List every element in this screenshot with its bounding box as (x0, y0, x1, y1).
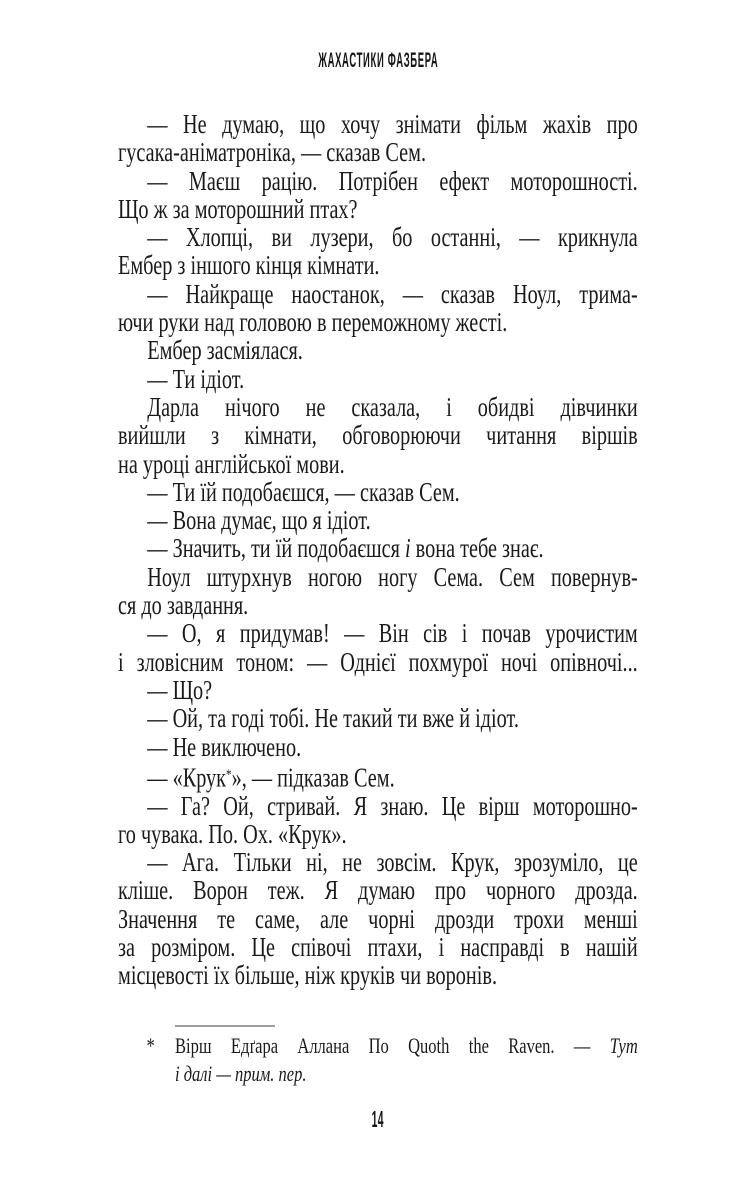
footnote-separator-rule (175, 1025, 275, 1027)
text-line: — Найкраще наостанок, — сказав Ноул, трима- (147, 278, 638, 309)
paragraph (118, 704, 638, 732)
italic-text: і далі — прим. пер. (175, 1061, 307, 1086)
text-line: за розміром. Це співочі птахи, і насправді в нашій (118, 932, 638, 963)
text-line: — О, я придумав! — Він сів і почав урочистим (147, 618, 638, 649)
paragraph (118, 506, 638, 534)
text-line: Що ж за моторошний птах? (118, 193, 358, 224)
text-line: Дарла нічого не сказала, і обидві дівчинки (147, 391, 638, 422)
text-line: на уроці англійської мови. (118, 448, 345, 479)
text-line: Ембер з іншого кінця кімнати. (118, 250, 380, 281)
text-line: — Га? Ой, стривай. Я знаю. Це вірш моторошно- (147, 790, 638, 821)
paragraph (118, 393, 638, 478)
running-header-text: ЖАХАСТИКИ ФАЗБЕРА (317, 49, 439, 72)
text-line: — Не виключено. (147, 731, 302, 762)
text-line: — «Крук*», — підказав Сем. (147, 762, 395, 793)
footnote (145, 1032, 638, 1088)
italic-text: і (404, 533, 411, 564)
paragraph (118, 280, 638, 337)
running-header (0, 49, 756, 73)
text-line: — Ти їй подобаєшся, — сказав Сем. (147, 476, 460, 507)
text-line: гусака-аніматроніка, — сказав Сем. (118, 137, 427, 168)
text-line: Значення те саме, але чорні дрозди трохи менші (118, 903, 638, 934)
text-line: — Не думаю, що хочу знімати фільм жахів про (147, 109, 638, 139)
text-line: Ембер засміялася. (147, 335, 303, 366)
text-line (145, 1060, 638, 1088)
paragraph (118, 619, 638, 676)
text-line: Вірш Едґара Аллана По Quoth the Raven. — Тут (175, 1033, 638, 1058)
paragraph (118, 336, 638, 364)
paragraph (118, 761, 638, 792)
paragraph (118, 167, 638, 224)
text-line: вийшли з кімнати, обговорюючи читання віршів (118, 420, 638, 451)
paragraph (118, 223, 638, 280)
paragraph (118, 563, 638, 620)
text-line: ючи руки над головою в переможному жесті. (118, 307, 508, 338)
text-line: Ноул штурхнув ногою ногу Сема. Сем повернув- (147, 561, 638, 592)
text-line: ся до завдання. (118, 590, 249, 621)
footnote-marker: * (146, 1033, 155, 1058)
text-line: — Хлопці, ви лузери, бо останні, — крикнула (147, 222, 638, 253)
text-line: — Маєш рацію. Потрібен ефект моторошності. (147, 165, 638, 196)
italic-text: Тут (609, 1033, 638, 1058)
text-line: — Вона думає, що я ідіот. (147, 505, 371, 536)
paragraph (118, 365, 638, 393)
paragraph (118, 733, 638, 761)
text-line: — Значить, ти їй подобаєшся і вона тебе знає. (147, 533, 544, 564)
text-line: го чувака. По. Ох. «Крук». (118, 818, 347, 849)
text-line: місцевості їх більше, ніж круків чи воронів. (118, 960, 498, 991)
paragraph (118, 534, 638, 562)
body-text (118, 110, 638, 990)
paragraph (118, 792, 638, 849)
text-line: — Ой, та годі тобі. Не такий ти вже й ідіот. (147, 703, 519, 734)
paragraph (118, 478, 638, 506)
text-line: — Ти ідіот. (147, 363, 245, 394)
text-line: — Ага. Тільки ні, не зовсім. Крук, зрозуміло, це (147, 847, 638, 878)
text-line: — Що? (147, 674, 213, 705)
text-line: кліше. Ворон теж. Я думаю про чорного дрозда. (118, 875, 638, 906)
footnote-reference-asterisk: * (226, 766, 232, 783)
page-number-text: 14 (371, 1106, 385, 1132)
text-line: і зловісним тоном: — Однієї похмурої ночі опівночі... (118, 646, 638, 677)
paragraph (118, 676, 638, 704)
paragraph (118, 110, 638, 167)
paragraph (118, 848, 638, 989)
page-number (0, 1106, 756, 1133)
footnote-text (145, 1032, 638, 1088)
